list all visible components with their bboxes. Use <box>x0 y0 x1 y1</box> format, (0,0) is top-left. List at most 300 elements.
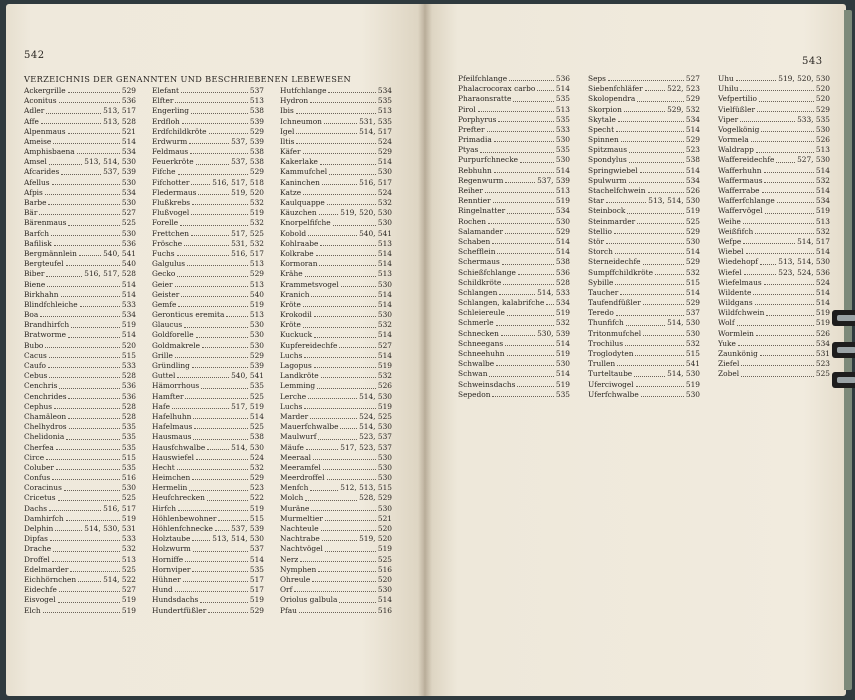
index-entry <box>718 84 830 94</box>
entry-pages: 517 <box>249 585 264 595</box>
leader-dots <box>46 113 101 114</box>
entry-name: Dipfas <box>24 534 48 544</box>
index-entry <box>280 524 392 534</box>
binder-clip <box>832 342 855 358</box>
entry-name: Biber <box>24 269 45 279</box>
leader-dots <box>645 90 665 91</box>
index-entry <box>588 166 700 176</box>
entry-name: Goldmakrele <box>152 340 200 350</box>
entry-pages: 530 <box>685 328 700 338</box>
entry-pages: 519 <box>685 206 700 216</box>
entry-name: Ibis <box>280 106 294 116</box>
entry-pages: 534 <box>121 147 136 157</box>
leader-dots <box>629 162 684 163</box>
leader-dots <box>198 194 229 195</box>
entry-name: Pfau <box>280 605 297 615</box>
leader-dots <box>53 551 120 552</box>
leader-dots <box>49 377 120 378</box>
leader-dots <box>311 296 375 297</box>
entry-name: Coracinus <box>24 483 62 493</box>
entry-name: Höhlenbewohner <box>152 513 217 523</box>
entry-name: Molch <box>280 493 304 503</box>
leader-dots <box>192 479 248 480</box>
entry-name: Waldrapp <box>718 145 754 155</box>
entry-name: Taucher <box>588 287 619 297</box>
entry-name: Sepedon <box>458 389 491 399</box>
entry-pages: 520 <box>815 94 830 104</box>
index-entry <box>588 135 700 145</box>
entry-pages: 534 <box>685 114 700 124</box>
entry-name: Heimchen <box>152 473 191 483</box>
leader-dots <box>48 204 119 205</box>
entry-name: Vogelkönig <box>718 124 760 134</box>
index-entry <box>280 239 392 249</box>
leader-dots <box>192 540 210 541</box>
entry-pages: 514 <box>555 369 570 379</box>
index-column <box>152 86 264 616</box>
entry-pages: 521 <box>121 126 136 136</box>
entry-name: Ohreule <box>280 575 311 584</box>
leader-dots <box>478 111 554 112</box>
index-entry <box>24 463 136 473</box>
entry-name: Cenchrides <box>24 391 67 401</box>
index-entry <box>152 218 264 228</box>
index-entry <box>152 504 264 514</box>
leader-dots <box>507 315 554 316</box>
leader-dots <box>325 520 376 521</box>
entry-name: Teredo <box>588 308 614 318</box>
leader-dots <box>178 306 247 307</box>
entry-name: Yuke <box>718 338 736 348</box>
entry-name: Glaucus <box>152 320 183 330</box>
index-entry <box>718 217 830 227</box>
leader-dots <box>191 184 210 185</box>
entry-name: Afellus <box>24 177 50 187</box>
leader-dots <box>635 355 683 356</box>
entry-name: Hecht <box>152 462 175 472</box>
index-entry <box>588 186 700 196</box>
entry-name: Hauswiefel <box>152 452 194 462</box>
entry-pages: 519 <box>249 503 264 513</box>
leader-dots <box>59 591 120 592</box>
entry-pages: 515 <box>121 350 136 360</box>
leader-dots <box>194 428 248 429</box>
leader-dots <box>68 225 119 226</box>
index-entry <box>588 196 700 206</box>
leader-dots <box>765 213 814 214</box>
index-entry <box>280 575 392 585</box>
index-entry <box>588 298 700 308</box>
leader-dots <box>50 540 120 541</box>
leader-dots <box>294 591 376 592</box>
entry-name: Uhu <box>718 74 734 83</box>
entry-pages: 534 <box>121 187 136 197</box>
index-title: VERZEICHNIS DER GENANNTEN UND BESCHRIEBENEN LEBEWESEN <box>24 74 352 84</box>
entry-pages: 528 <box>555 277 570 287</box>
index-entry <box>280 392 392 402</box>
index-entry <box>588 145 700 155</box>
entry-name: Schwan <box>458 369 488 379</box>
leader-dots <box>175 591 248 592</box>
entry-pages: 530 <box>555 155 570 165</box>
entry-pages: 525 <box>121 218 136 228</box>
entry-name: Barbe <box>24 198 47 208</box>
entry-name: Grille <box>152 350 173 360</box>
entry-pages: 519 <box>685 379 700 389</box>
index-entry <box>458 298 570 308</box>
index-entry <box>24 127 136 137</box>
entry-name: Hundertfüßler <box>152 605 207 615</box>
leader-dots <box>39 214 120 215</box>
index-entry <box>24 300 136 310</box>
leader-dots <box>181 296 248 297</box>
leader-dots <box>761 131 814 132</box>
index-entry <box>458 176 570 186</box>
entry-name: Luchs <box>280 350 303 360</box>
index-entry <box>24 249 136 259</box>
entry-pages: 516, 517 <box>231 249 264 258</box>
index-entry <box>152 422 264 432</box>
entry-name: Flußvogel <box>152 208 190 218</box>
index-entry <box>280 310 392 320</box>
entry-name: Adler <box>24 106 45 116</box>
entry-name: Wefpe <box>718 237 742 246</box>
entry-pages: 519 <box>555 379 570 389</box>
entry-pages: 526 <box>685 186 700 196</box>
leader-dots <box>637 223 684 224</box>
index-entry <box>458 206 570 216</box>
entry-pages: 537, 539 <box>231 524 264 534</box>
leader-dots <box>339 602 375 603</box>
index-entry <box>24 534 136 544</box>
entry-name: Eisvogel <box>24 595 56 605</box>
entry-name: Hausfchwalbe <box>152 442 206 452</box>
leader-dots <box>52 479 120 480</box>
entry-pages: 514, 530 <box>667 369 700 379</box>
index-entry <box>24 341 136 351</box>
index-entry <box>718 105 830 115</box>
entry-name: Schermaus <box>458 257 500 267</box>
index-entry <box>24 168 136 178</box>
index-entry <box>152 392 264 402</box>
entry-pages: 519 <box>121 605 136 615</box>
leader-dots <box>505 233 554 234</box>
entry-name: Springwiebel <box>588 165 638 175</box>
index-entry <box>280 290 392 300</box>
entry-pages: 519, 520, 530 <box>778 74 830 83</box>
index-entry <box>458 186 570 196</box>
index-entry <box>588 268 700 278</box>
entry-name: Feldmaus <box>152 147 189 157</box>
entry-pages: 516 <box>377 564 392 574</box>
entry-name: Specht <box>588 124 615 134</box>
entry-pages: 538 <box>685 155 700 165</box>
index-entry <box>24 585 136 595</box>
entry-pages: 535 <box>377 96 392 106</box>
leader-dots <box>77 153 120 154</box>
entry-pages: 525 <box>249 422 264 432</box>
leader-dots <box>58 500 120 501</box>
index-entry <box>458 227 570 237</box>
entry-pages: 513 <box>249 96 264 106</box>
entry-pages: 529 <box>249 269 264 279</box>
entry-name: Wiebel <box>718 247 744 257</box>
entry-pages: 514, 522 <box>103 575 136 584</box>
entry-pages: 535 <box>555 94 570 104</box>
entry-name: Luchs <box>280 401 303 411</box>
leader-dots <box>192 367 248 368</box>
leader-dots <box>58 602 120 603</box>
entry-name: Geronticus eremita <box>152 310 225 320</box>
entry-name: Salamander <box>458 226 504 236</box>
index-column <box>718 74 830 380</box>
index-entry <box>280 198 392 208</box>
leader-dots <box>743 223 814 224</box>
leader-dots <box>320 245 376 246</box>
entry-pages: 530 <box>249 340 264 350</box>
leader-dots <box>68 398 119 399</box>
leader-dots <box>520 162 554 163</box>
entry-pages: 513 <box>555 186 570 196</box>
index-entry <box>152 198 264 208</box>
index-entry <box>24 494 136 504</box>
entry-pages: 513, 514, 530 <box>212 534 264 544</box>
index-column <box>588 74 700 400</box>
entry-name: Waffervögel <box>718 206 763 216</box>
leader-dots <box>66 265 120 266</box>
index-entry <box>458 257 570 267</box>
entry-name: Kaulquappe <box>280 198 325 208</box>
index-entry <box>152 463 264 473</box>
entry-pages: 514 <box>377 259 392 269</box>
entry-name: Kröte <box>280 320 301 330</box>
entry-pages: 530 <box>121 228 136 238</box>
leader-dots <box>175 357 248 358</box>
entry-pages: 527 <box>685 74 700 83</box>
index-entry <box>588 217 700 227</box>
index-entry <box>458 105 570 115</box>
entry-name: Blindfchleiche <box>24 299 78 309</box>
leader-dots <box>296 133 357 134</box>
entry-pages: 521 <box>377 513 392 523</box>
entry-pages: 519 <box>121 320 136 330</box>
index-entry <box>280 259 392 269</box>
entry-name: Birkhahn <box>24 289 59 299</box>
entry-pages: 534 <box>377 86 392 95</box>
entry-name: Zaunkönig <box>718 349 758 359</box>
entry-name: Nachtrabe <box>280 534 320 544</box>
leader-dots <box>59 388 120 389</box>
leader-dots <box>296 143 375 144</box>
index-entry <box>588 94 700 104</box>
entry-name: Siebenfchläfer <box>588 84 643 94</box>
leader-dots <box>764 172 814 173</box>
index-entry <box>458 84 570 94</box>
entry-name: Kaninchen <box>280 177 320 187</box>
entry-pages: 535 <box>249 564 264 574</box>
entry-name: Schneehuhn <box>458 349 505 359</box>
entry-name: Horniffe <box>152 554 184 564</box>
index-entry <box>24 595 136 605</box>
leader-dots <box>308 398 357 399</box>
entry-pages: 535 <box>555 114 570 124</box>
entry-name: Meeraal <box>280 452 312 462</box>
index-entry <box>152 341 264 351</box>
entry-pages: 514, 517 <box>359 126 392 136</box>
entry-name: Gründling <box>152 361 190 371</box>
leader-dots <box>648 192 684 193</box>
entry-pages: 523, 524, 536 <box>778 267 830 277</box>
index-entry <box>280 249 392 259</box>
index-entry <box>152 544 264 554</box>
leader-dots <box>492 396 553 397</box>
leader-dots <box>61 296 120 297</box>
entry-pages: 535 <box>249 381 264 391</box>
index-entry <box>458 125 570 135</box>
entry-name: Affe <box>24 116 39 126</box>
left-page <box>6 4 424 696</box>
leader-dots <box>178 174 248 175</box>
leader-dots <box>306 449 338 450</box>
entry-pages: 530 <box>377 452 392 462</box>
entry-pages: 530 <box>377 473 392 483</box>
index-entry <box>718 166 830 176</box>
leader-dots <box>341 286 376 287</box>
leader-dots <box>340 428 357 429</box>
entry-pages: 538 <box>249 432 264 442</box>
entry-name: Geister <box>152 289 180 299</box>
index-entry <box>280 269 392 279</box>
entry-name: Hutfchlange <box>280 86 327 95</box>
entry-pages: 540, 541 <box>103 249 136 258</box>
index-entry <box>588 156 700 166</box>
index-entry <box>152 483 264 493</box>
entry-name: Krähe <box>280 269 303 279</box>
leader-dots <box>40 316 120 317</box>
leader-dots <box>762 192 814 193</box>
entry-pages: 514 <box>555 237 570 246</box>
entry-name: Iltis <box>280 136 295 146</box>
entry-pages: 529 <box>249 605 264 615</box>
entry-pages: 530 <box>377 310 392 320</box>
leader-dots <box>226 316 247 317</box>
leader-dots <box>755 233 814 234</box>
binder-clip <box>832 310 855 326</box>
leader-dots <box>189 490 248 491</box>
leader-dots <box>305 500 357 501</box>
index-entry <box>458 369 570 379</box>
entry-name: Engerling <box>152 106 190 116</box>
index-entry <box>152 280 264 290</box>
entry-name: Spondylus <box>588 155 627 165</box>
index-entry <box>24 280 136 290</box>
entry-pages: 522 <box>249 493 264 503</box>
index-entry <box>718 115 830 125</box>
leader-dots <box>190 153 248 154</box>
entry-name: Schlangen, kalabrifche <box>458 298 545 308</box>
entry-name: Spulwurm <box>588 175 627 185</box>
entry-pages: 514 <box>121 289 136 299</box>
entry-name: Schmerle <box>458 318 494 328</box>
entry-pages: 514 <box>815 165 830 175</box>
entry-name: Schaben <box>458 237 491 246</box>
entry-name: Kammufchel <box>280 167 328 177</box>
index-entry <box>718 196 830 206</box>
entry-name: Brandhirfch <box>24 320 70 330</box>
leader-dots <box>329 174 376 175</box>
entry-pages: 519 <box>121 595 136 605</box>
index-entry <box>458 268 570 278</box>
index-entry <box>24 483 136 493</box>
index-entry <box>458 196 570 206</box>
entry-pages: 524 <box>815 277 830 287</box>
entry-pages: 527, 530 <box>797 155 830 165</box>
leader-dots <box>764 284 814 285</box>
leader-dots <box>777 202 814 203</box>
index-entry <box>24 259 136 269</box>
index-entry <box>152 117 264 127</box>
index-entry <box>152 606 264 616</box>
leader-dots <box>629 182 684 183</box>
entry-name: Erdfloh <box>152 116 180 126</box>
leader-dots <box>311 510 375 511</box>
index-entry <box>718 319 830 329</box>
index-entry <box>718 268 830 278</box>
entry-pages: 529 <box>249 350 264 360</box>
entry-name: Spinnen <box>588 135 619 145</box>
entry-name: Fledermaus <box>152 187 197 197</box>
index-entry <box>458 319 570 329</box>
entry-pages: 537, 539 <box>231 136 264 146</box>
entry-name: Wiefelmaus <box>718 277 762 287</box>
entry-pages: 537, 539 <box>537 175 570 185</box>
index-entry <box>24 157 136 167</box>
entry-name: Chelhydros <box>24 422 67 432</box>
entry-pages: 529 <box>555 226 570 236</box>
index-entry <box>280 157 392 167</box>
index-entry <box>152 127 264 137</box>
index-entry <box>718 186 830 196</box>
index-entry <box>24 86 136 96</box>
leader-dots <box>183 581 248 582</box>
page-number-right: 543 <box>802 56 823 67</box>
entry-pages: 529 <box>249 126 264 136</box>
leader-dots <box>616 315 684 316</box>
leader-dots <box>333 225 376 226</box>
leader-dots <box>641 396 684 397</box>
entry-name: Mauerfchwalbe <box>280 422 339 432</box>
entry-pages: 530 <box>555 216 570 226</box>
leader-dots <box>325 551 376 552</box>
leader-dots <box>501 335 535 336</box>
leader-dots <box>303 306 376 307</box>
entry-pages: 523 <box>685 145 700 155</box>
entry-name: Landkröte <box>280 371 319 381</box>
entry-pages: 513, 517 <box>103 106 136 116</box>
entry-name: Schweinsdachs <box>458 379 516 389</box>
entry-pages: 514 <box>555 247 570 257</box>
entry-pages: 514 <box>377 157 392 167</box>
binder-clip <box>832 372 855 388</box>
entry-pages: 514 <box>121 279 136 289</box>
leader-dots <box>177 255 229 256</box>
leader-dots <box>759 101 814 102</box>
leader-dots <box>68 418 120 419</box>
index-entry <box>24 229 136 239</box>
leader-dots <box>322 184 357 185</box>
entry-name: Regenwurm <box>458 175 504 185</box>
entry-pages: 525 <box>121 564 136 574</box>
